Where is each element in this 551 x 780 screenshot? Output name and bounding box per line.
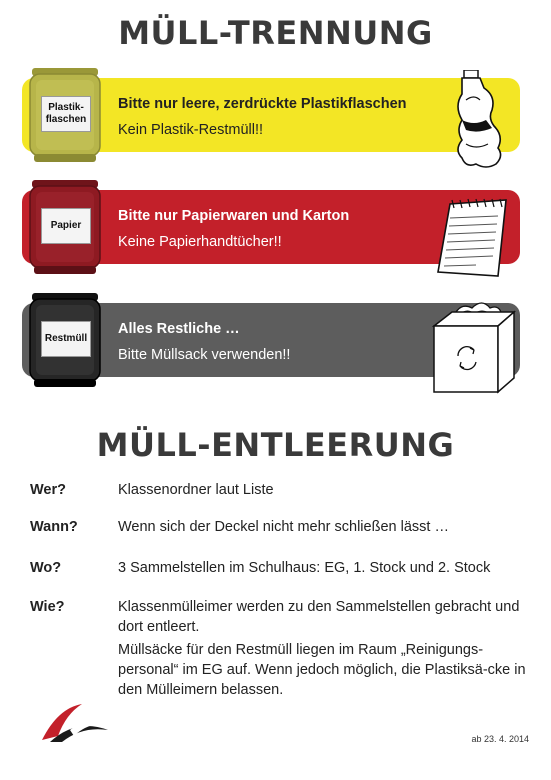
paper-instruction: Bitte nur Papierwaren und Karton [118, 208, 350, 224]
plastic-bin-icon [28, 66, 102, 168]
plastic-note: Kein Plastik-Restmüll!! [118, 122, 264, 138]
who-value: Klassenordner laut Liste [118, 482, 274, 498]
where-value: 3 Sammelstellen im Schulhaus: EG, 1. Stock und 2. Stock [118, 560, 491, 576]
paper-bin-label: Papier [41, 208, 91, 244]
plastic-bin-label: Plastik- flaschen [41, 96, 91, 132]
paper-note: Keine Papierhandtücher!! [118, 234, 282, 250]
sorting-title: MÜLL-TRENNUNG [118, 14, 433, 52]
paper-icon [436, 198, 512, 284]
emptying-title: MÜLL-ENTLEERUNG [96, 426, 455, 464]
who-key: Wer? [30, 482, 66, 498]
date-note: ab 23. 4. 2014 [471, 734, 529, 744]
residual-instruction: Alles Restliche … [118, 321, 240, 337]
how-key: Wie? [30, 599, 65, 615]
paper-bin-icon [28, 178, 102, 280]
how-value: Klassenmülleimer werden zu den Sammelstellen gebracht und dort entleert. [118, 599, 520, 635]
residual-bin-icon [28, 291, 102, 393]
box-icon [424, 298, 524, 402]
when-value: Wenn sich der Deckel nicht mehr schließen lässt … [118, 519, 449, 535]
bottle-icon [448, 70, 512, 174]
plastic-instruction: Bitte nur leere, zerdrückte Plastikflaschen [118, 96, 407, 112]
residual-bin-label: Restmüll [41, 321, 91, 357]
how-value-extra: Müllsäcke für den Restmüll liegen im Raum „Reinigungs-personal“ im EG auf. Wenn jedoch möglich, die Plastiksä-cke in den Mülleimern belassen. [118, 642, 526, 698]
where-key: Wo? [30, 560, 62, 576]
residual-note: Bitte Müllsack verwenden!! [118, 347, 291, 363]
logo-icon [36, 700, 112, 748]
when-key: Wann? [30, 519, 78, 535]
